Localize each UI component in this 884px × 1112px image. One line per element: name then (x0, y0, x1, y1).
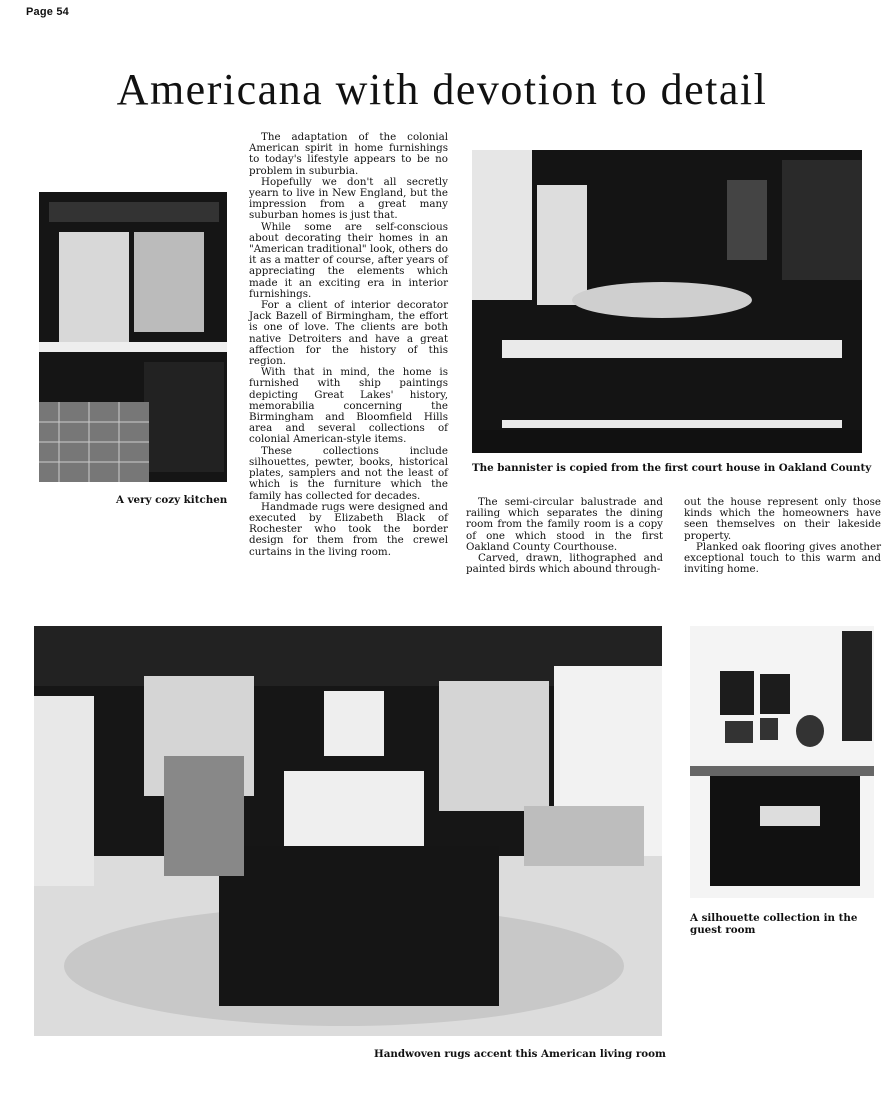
paragraph: With that in mind, the home is furnished with ship paintings depicting Great Lakes' history, memorabilia concerning the Birmingham and Bloomfield Hills area and several collections of colonial American-style items. (249, 366, 448, 446)
paragraph: These collections include silhouettes, pewter, books, historical plates, samplers and not the least of which is the furniture which the family has collected for decades. (249, 444, 448, 502)
page-number: Page 54 (26, 6, 69, 18)
bannister-caption: The bannister is copied from the first court house in Oakland County (472, 462, 872, 474)
paragraph: The semi-circular balustrade and railing which separates the dining room from the family room is a copy of one which stood in the first Oakland County Courthouse. (466, 496, 663, 553)
paragraph: While some are self-conscious about decorating their homes in an "American traditional" look, others do it as a matter of course, after years of appreciating the elements which made it an exciting era in interior furnishings. (249, 220, 448, 300)
paragraph: For a client of interior decorator Jack Bazell of Birmingham, the effort is one of love. The clients are both native Detroiters and have a great affection for the history of this region. (249, 299, 448, 368)
kitchen-photo (39, 192, 227, 482)
paragraph: Handmade rugs were designed and executed by Elizabeth Black of Rochester who took the border design for them from the crewel curtains in the living room. (249, 500, 448, 558)
paragraph: Carved, drawn, lithographed and painted birds which abound through- (466, 552, 663, 576)
silhouette-photo (690, 626, 874, 898)
article-column-right (684, 497, 881, 575)
paragraph: out the house represent only those kinds which the homeowners have seen themselves on their lakeside property. (684, 496, 881, 542)
paragraph: The adaptation of the colonial American spirit in home furnishings to today's lifestyle appears to be no problem in suburbia. (249, 131, 448, 177)
article-column-middle (466, 497, 663, 575)
paragraph: Planked oak flooring gives another exceptional touch to this warm and inviting home. (684, 540, 881, 576)
paragraph: Hopefully we don't all secretly yearn to live in New England, but the impression from a great many suburban homes is just that. (249, 175, 448, 222)
silhouette-caption: A silhouette collection in the guest room (690, 912, 858, 936)
kitchen-caption: A very cozy kitchen (116, 494, 228, 506)
bannister-photo (472, 150, 862, 453)
living-room-photo (34, 626, 662, 1036)
article-column-left (249, 132, 448, 558)
living-room-caption: Handwoven rugs accent this American living room (374, 1048, 666, 1060)
headline: Americana with devotion to detail (116, 65, 768, 114)
